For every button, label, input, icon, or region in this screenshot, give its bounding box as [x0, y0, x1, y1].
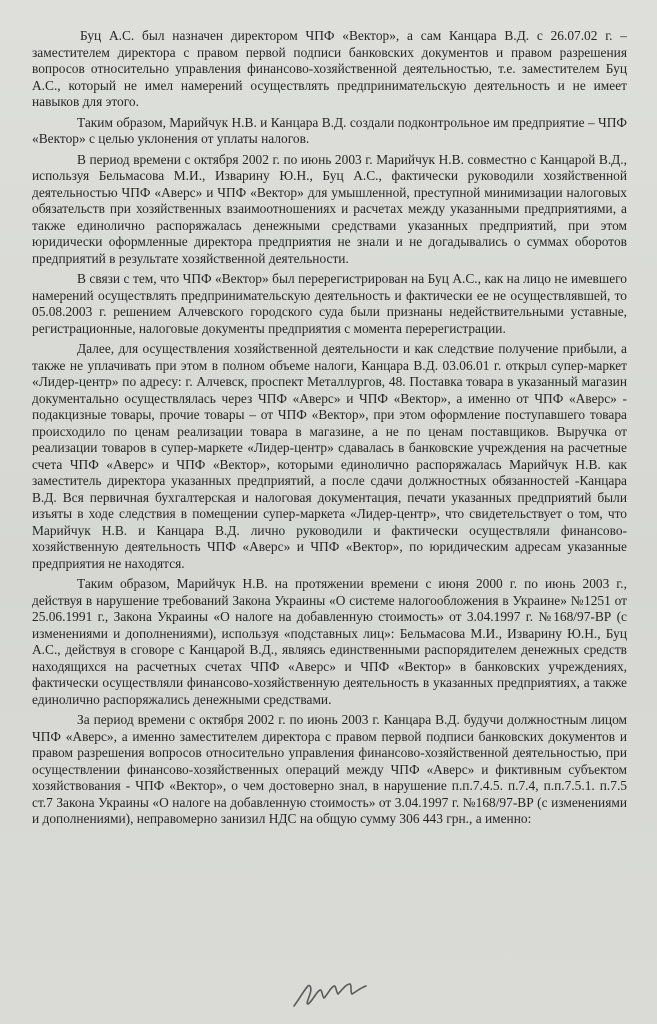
paragraph-3: В период времени с октября 2002 г. по июнь 2003 г. Марийчук Н.В. совместно с Канцарой В.Д., используя Бельмасова М.И., Изварину Ю.Н., Буц А.С., фактически руководили хозяйственной деятельностью ЧПФ «Аверс» и ЧПФ «Вектор» для умышленной, преступной минимизации налоговых обязательств при хозяйственных взаимоотношениях и расчетах между указанными предприятиями, а также единолично распоряжалась денежными средствами указанных предприятий, при этом юридически оформленные директора предприятия не знали и не догадывались о суммах оборотов предприятий в результате хозяйственной деятельности.	[32, 151, 627, 266]
paragraph-4: В связи с тем, что ЧПФ «Вектор» был перерегистрирован на Буц А.С., как на лицо не имевшего намерений осуществлять предпринимательскую деятельность и фактически ее не осуществлявшей, то 05.08.2003 г. решением Алчевского городского суда были признаны недействительными уставные, регистрационные, налоговые документы предприятия с момента перерегистрации.	[32, 271, 627, 336]
paragraph-1: Буц А.С. был назначен директором ЧПФ «Вектор», а сам Канцара В.Д. с 26.07.02 г. – заместителем директора с правом первой подписи банковских документов и правом разрешения вопросов относительно управления финансово-хозяйственной деятельностью, т.е. заместителем Буц А.С., который не имел намерений осуществлять предпринимательскую деятельность и не имеет навыков для этого.	[32, 28, 627, 109]
paragraph-2: Таким образом, Марийчук Н.В. и Канцара В.Д. создали подконтрольное им предприятие – ЧПФ «Вектор» с целью уклонения от уплаты налогов.	[32, 114, 627, 146]
paragraph-7: За период времени с октября 2002 г. по июнь 2003 г. Канцара В.Д. будучи должностным лицом ЧПФ «Аверс», а именно заместителем директора с правом первой подписи банковских документов и правом разрешения вопросов относительно управления финансово-хозяйственной деятельностью, при осуществлении финансово-хозяйственных операций между ЧПФ «Аверс» и фиктивным субъектом хозяйствования - ЧПФ «Вектор», о чем достоверно знал, в нарушение п.п.7.4.5. п.7.4, п.п.7.5.1. п.7.5 ст.7 Закона Украины «О налоге на добавленную стоимость» от 3.04.1997 г. №168/97-ВР (с изменениями и дополнениями), неправомерно занизил НДС на общую сумму 306 443 грн., а именно:	[32, 712, 627, 826]
handwritten-signature	[290, 976, 370, 1012]
paragraph-5: Далее, для осуществления хозяйственной деятельности и как следствие получение прибыли, а также не уплачивать при этом в полном объеме налоги, Канцара В.Д. 03.06.01 г. открыл супер-маркет «Лидер-центр» по адресу: г. Алчевск, проспект Металлургов, 48. Поставка товара в указанный магазин документально осуществлялась через ЧПФ «Аверс» и ЧПФ «Вектор», а именно от ЧПФ «Аверс» - подакцизные товары, прочие товары – от ЧПФ «Вектор», при этом оформление поступавшего товара происходило по ценам реализации товара в магазине, а не по ценам поставщиков. Выручка от реализации товаров в супер-маркете «Лидер-центр» сдавалась в банковские учреждения на расчетные счета ЧПФ «Аверс» и ЧПФ «Вектор», которыми единолично распоряжалась Марийчук Н.В. как заместитель директора указанных предприятий, а после сдачи должностных обязанностей -Канцара В.Д. Вся первичная бухгалтерская и налоговая документация, печати указанных предприятий были изъяты в ходе следствия в помещении супер-маркета «Лидер-центр», что свидетельствует о том, что Марийчук Н.В. и Канцара В.Д. лично руководили и фактически осуществляли финансово-хозяйственную деятельность ЧПФ «Аверс» и ЧПФ «Вектор», по юридическим адресам указанные предприятия не находятся.	[32, 341, 627, 571]
document-body	[32, 28, 627, 828]
paragraph-6: Таким образом, Марийчук Н.В. на протяжении времени с июня 2000 г. по июнь 2003 г., действуя в нарушение требований Закона Украины «О системе налогообложения в Украине» №1251 от 25.06.1991 г., Закона Украины «О налоге на добавленную стоимость» от 3.04.1997 г. №168/97-ВР (с изменениями и дополнениями), используя «подставных лиц»: Бельмасова М.И., Изварину Ю.Н., Буц А.С., действуя в сговоре с Канцарой В.Д., являясь единственными распорядителем денежных средств находящихся на расчетных счетах ЧПФ «Аверс» и ЧПФ «Вектор» в банковских учреждениях, фактически осуществляли финансово-хозяйственную деятельность в указанных предприятиях, а также единолично распоряжались денежными средствами.	[32, 576, 627, 707]
